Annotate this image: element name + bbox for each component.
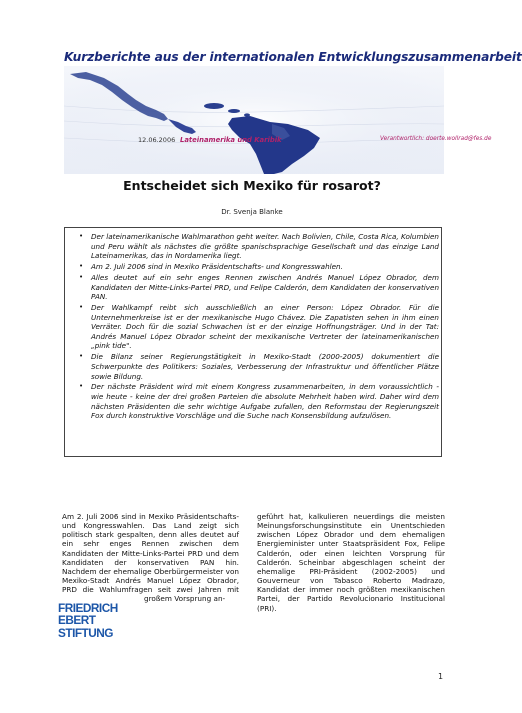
header-banner [64,66,492,174]
bullet-icon: • [79,262,84,271]
report-date: 12.06.2006 [138,136,176,144]
summary-item-text: Alles deutet auf ein sehr enges Rennen zwischen Andrés Manuel López Obrador, dem Kandidaten der Mitte-Links-Partei PRD, und Felipe Calderón, dem Kandidaten der konservativen PAN. [91,272,439,302]
summary-item [79,262,439,272]
logo-line-1: FRIEDRICH [58,601,118,615]
page-number: 1 [438,672,444,681]
latin-america-map-illustration [64,66,444,174]
summary-box [64,227,442,457]
friedrich-ebert-stiftung-logo [58,602,138,639]
bullet-icon: • [79,232,84,240]
summary-item-text: Die Bilanz seiner Regierungstätigkeit in Mexiko-Stadt (2000-2005) dokumentiert die Schwerpunkte des Politikers: Soziales, Verbesserung der Infrastruktur und öffentlicher Plätze sowie Bildung. [91,352,439,381]
summary-item [79,352,439,381]
summary-list [79,232,439,422]
body-text-right: geführt hat, kalkulieren neuerdings die meisten Meinungsforschungsinstitute ein Unentschieden zwischen López Obrador und dem ehemaligen Energieminister unter Staatspräsident Fox, Felipe Calderón, oder einen leichten Vorsprung für Calderón. Scheinbar abgeschlagen scheint der ehemalige PRI-Präsident (2002-2005) und Gouverneur von Tabasco Roberto Madrazo, Kandidat der immer noch größten mexikanischen Partei, der Partido Revolucionario Institucional (PRI). [257,512,445,613]
summary-item [79,232,439,261]
bullet-icon: • [79,382,84,391]
bullet-icon: • [79,303,84,312]
body-column-right [257,512,445,613]
author-name: Dr. Svenja Blanke [221,208,283,216]
summary-item-text: Am 2. Juli 2006 sind in Mexiko Präsidentschafts- und Kongresswahlen. [91,262,343,272]
contact-line: Verantwortlich: doerte.wollrad@fes.de [380,136,492,142]
summary-item [79,303,439,351]
summary-item [79,382,439,420]
series-title: Kurzberichte aus der internationalen Entwicklungszusammenarbeit [64,50,522,64]
summary-item [79,273,439,302]
summary-item-text: Der Wahlkampf reibt sich ausschließlich an einer Person: López Obrador. Für die Unternehmerkreise ist er der mexikanische Hugo Chávez. Die Zapatisten sehen in ihm einen Verräter. Doch für die sozial Schwachen ist er der einzige Hoffnungsträger. Und in der Tat: Andrés Manuel López Obrador scheint der mexikanische Vertreter der lateinamerikanischen „pink tide". [91,303,439,351]
logo-line-3: STIFTUNG [58,625,113,640]
article-title: Entscheidet sich Mexiko für rosarot? [123,178,381,193]
logo-line-2: EBERT [58,613,96,628]
region-label: Lateinamerika und Karibik [180,136,282,144]
body-text-left: Am 2. Juli 2006 sind in Mexiko Präsidentschafts- und Kongresswahlen. Das Land zeigt sich politisch stark gespalten, denn alles deutet auf ein sehr enges Rennen zwischen dem Kandidaten der Mitte-Links-Partei PRD und dem Kandidaten der konservativen PAN hin. Nachdem der ehemalige Oberbürgermeister von Mexiko-Stadt Andrés Manuel López Obrador, PRD die Wahlumfragen seit zwei Jahren mit großem Vorsprung an- [62,512,239,604]
summary-item-text: Der nächste Präsident wird mit einem Kongress zusammenarbeiten, in dem voraussichtlich - wie heute - keine der drei großen Parteien die absolute Mehrheit haben wird. Daher wird dem nächsten Präsidenten die sehr wichtige Aufgabe zufallen, den Reformstau der Regierungszeit Fox durch konstruktive Vorschläge und die Suche nach Konsensbildung aufzulösen. [91,382,439,421]
bullet-icon: • [79,272,84,281]
summary-item-text: Der lateinamerikanische Wahlmarathon geht weiter. Nach Bolivien, Chile, Costa Rica, Kolumbien und Peru wählt als nächstes die größte spanischsprachige Gesellschaft und das einzige Land Lateinamerikas, das in Nordamerika liegt. [91,232,439,261]
bullet-icon: • [79,352,84,361]
